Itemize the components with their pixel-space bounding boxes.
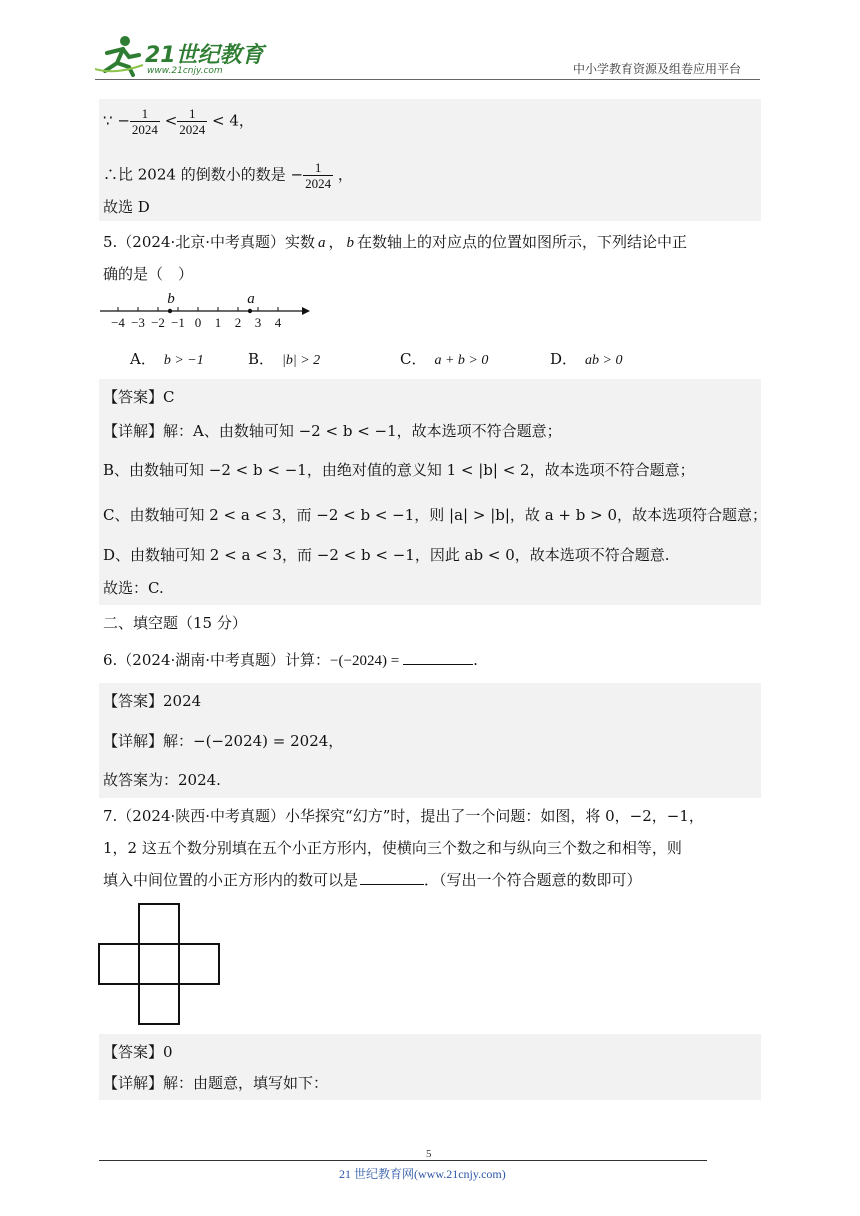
header-right-text: 中小学教育资源及组卷应用平台 bbox=[573, 62, 742, 76]
point-label-b: b bbox=[167, 291, 175, 307]
cross-cell-top bbox=[139, 904, 179, 944]
q5-options bbox=[130, 348, 730, 370]
header bbox=[0, 0, 860, 90]
option-d[interactable]: D． ab > 0 bbox=[550, 350, 623, 368]
cross-cell-bottom bbox=[139, 984, 179, 1024]
q7-blank[interactable] bbox=[360, 870, 424, 885]
footer-divider bbox=[99, 1160, 707, 1161]
option-a[interactable]: A． b > −1 bbox=[130, 350, 204, 368]
fraction-1: $\frac{1}{2024}$ bbox=[131, 106, 158, 137]
tick-label: 4 bbox=[274, 315, 282, 330]
q6-stem: 6.（2024·湖南·中考真题）计算：−(−2024) = . bbox=[103, 651, 478, 669]
q7-line3: 填入中间位置的小正方形内的数可以是 ．（写出一个符合题意的数即可） bbox=[103, 871, 642, 889]
q5-stem-line2: 确的是（ ） bbox=[103, 265, 194, 283]
tick-label: 3 bbox=[254, 315, 262, 330]
option-b[interactable]: B． |b| > 2 bbox=[248, 350, 321, 368]
point-label-a: a bbox=[247, 291, 255, 307]
q7-detail: 【详解】解：由题意，填写如下： bbox=[103, 1074, 329, 1092]
prev-answer-line1: ∵ − $\frac{1}{2024}$ < $\frac{1}{2024}$ < 4， bbox=[103, 106, 254, 137]
number-line bbox=[98, 288, 318, 332]
point-b bbox=[168, 309, 172, 313]
q5-detail-2: B、由数轴可知 −2 < b < −1，由绝对值的意义知 1 < |b| < 2，故本选项不符合题意； bbox=[103, 461, 695, 479]
q7-line1: 7.（2024·陕西·中考真题）小华探究“幻方”时，提出了一个问题：如图，将 0，−2，−1， bbox=[103, 807, 704, 825]
magic-square-cross-diagram bbox=[98, 903, 224, 1027]
footer-site: 21 世纪教育网(www.21cnjy.com) bbox=[339, 1167, 506, 1181]
tick-label: −2 bbox=[151, 315, 165, 330]
q6-detail: 【详解】解：−(−2024) = 2024， bbox=[103, 732, 344, 750]
fraction-3: $\frac{1}{2024}$ bbox=[305, 160, 332, 191]
tick-label: −4 bbox=[111, 315, 125, 330]
section-title: 二、填空题（15 分） bbox=[103, 614, 247, 632]
tick-label: −3 bbox=[131, 315, 145, 330]
tick-label: 0 bbox=[194, 315, 202, 330]
q5-detail-1: 【详解】解：A、由数轴可知 −2 < b < −1，故本选项不符合题意； bbox=[103, 422, 562, 440]
q7-answer: 【答案】0 bbox=[103, 1043, 173, 1061]
cross-cell-left bbox=[99, 944, 139, 984]
cross-cell-center bbox=[139, 944, 179, 984]
q5-detail-4: D、由数轴可知 2 < a < 3，而 −2 < b < −1，因此 ab < 0，故本选项不符合题意. bbox=[103, 546, 670, 564]
page-number: 5 bbox=[426, 1148, 432, 1160]
q6-answer: 【答案】2024 bbox=[103, 692, 202, 710]
point-a bbox=[248, 309, 252, 313]
fraction-2: $\frac{1}{2024}$ bbox=[179, 106, 206, 137]
header-divider bbox=[95, 79, 760, 80]
q5-detail-3: C、由数轴可知 2 < a < 3，而 −2 < b < −1，则 |a| > |b|，故 a + b > 0，故本选项符合题意； bbox=[103, 506, 767, 524]
tick-label: −1 bbox=[171, 315, 185, 330]
q5-conclusion: 故选：C. bbox=[103, 579, 164, 597]
logo-main: 21世纪教育 bbox=[145, 43, 264, 68]
q5-stem-line1: 5.（2024·北京·中考真题）实数 a ， b 在数轴上的对应点的位置如图所示，下列结论中正 bbox=[103, 233, 688, 251]
tick-label: 1 bbox=[214, 315, 222, 330]
q6-conclusion: 故答案为：2024. bbox=[103, 771, 221, 789]
tick-label: 2 bbox=[234, 315, 242, 330]
q5-answer-block bbox=[99, 379, 761, 605]
prev-answer-line3: 故选 D bbox=[103, 198, 150, 216]
logo-url: www.21cnjy.com bbox=[147, 66, 223, 76]
axis-arrow-icon bbox=[302, 307, 310, 315]
line1-tail: < 4， bbox=[212, 111, 254, 130]
option-c[interactable]: C． a + b > 0 bbox=[400, 350, 489, 368]
q5-answer: 【答案】C bbox=[103, 388, 175, 406]
runner-logo-icon bbox=[95, 35, 145, 77]
prev-answer-line2: ∴比 2024 的倒数小的数是 − $\frac{1}{2024}$ ， bbox=[103, 160, 353, 191]
because-symbol: ∵ bbox=[103, 111, 113, 130]
q6-blank[interactable] bbox=[403, 650, 473, 665]
cross-cell-right bbox=[179, 944, 219, 984]
q7-line2: 1，2 这五个数分别填在五个小正方形内，使横向三个数之和与纵向三个数之和相等，则 bbox=[103, 839, 682, 857]
